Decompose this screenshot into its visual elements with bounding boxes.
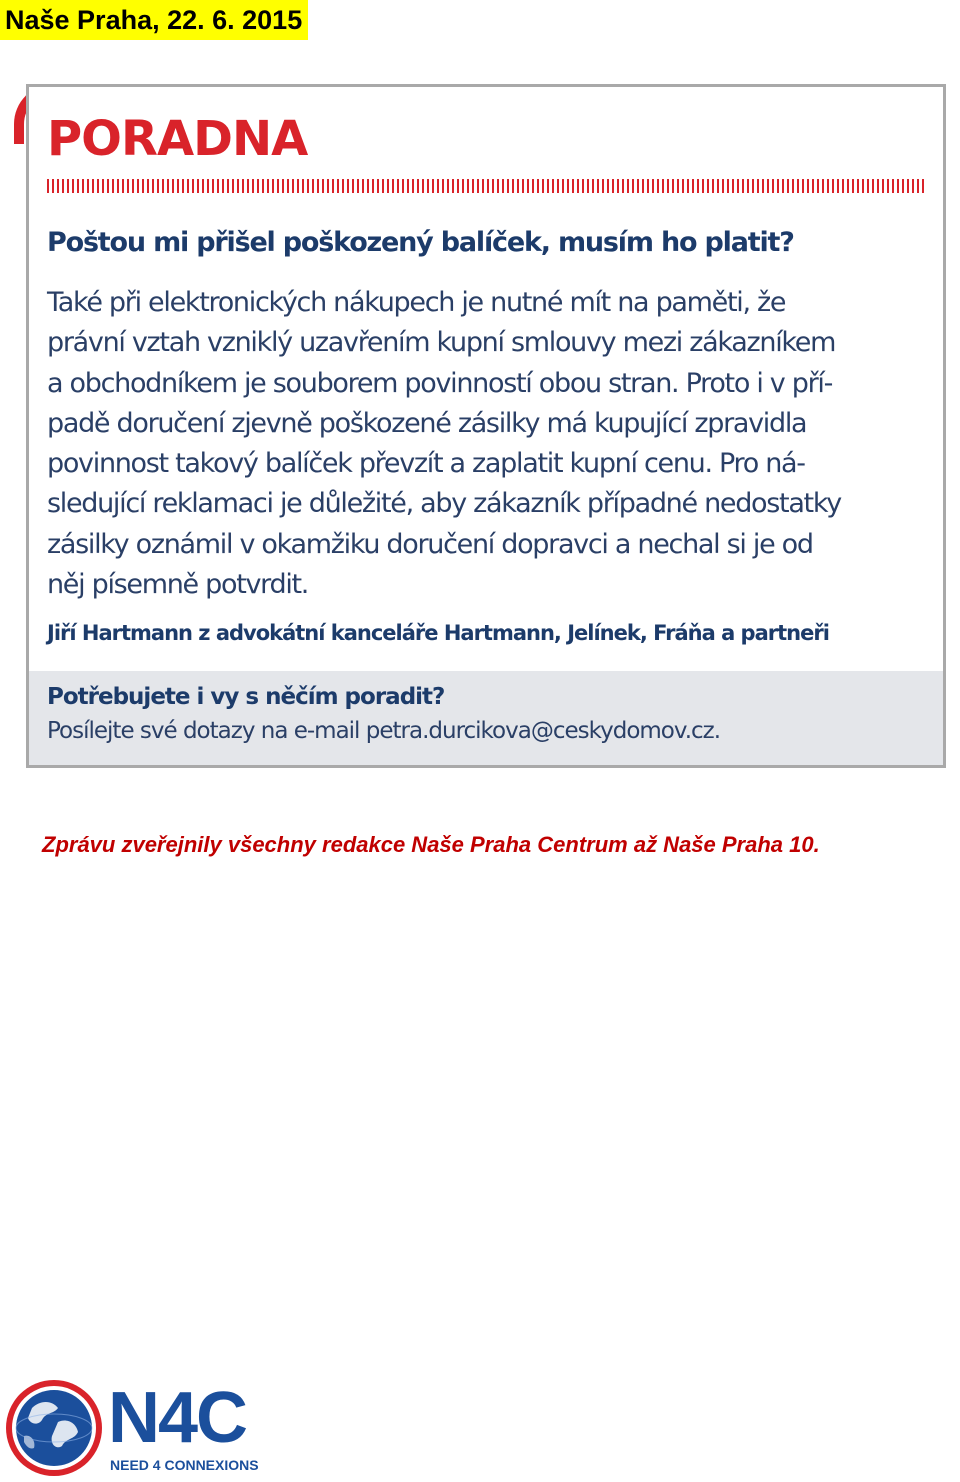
answer-line: a obchodníkem je souborem povinností obou stran. Proto i v pří- <box>47 367 833 399</box>
answer-line: zásilky oznámil v okamžiku doručení dopravci a nechal si je od <box>47 528 813 560</box>
clipping-box <box>26 84 946 768</box>
logo-tagline: NEED 4 CONNEXIONS <box>110 1457 259 1473</box>
answer-line: sledující reklamaci je důležité, aby zákazník případné nedostatky <box>47 488 841 520</box>
answer-text <box>47 283 937 605</box>
contact-question: Potřebujete i vy s něčím poradit? <box>47 684 445 710</box>
n4c-logo <box>4 1378 264 1478</box>
newspaper-clipping <box>22 78 946 768</box>
answer-line: právní vztah vzniklý uzavřením kupní smlouvy mezi zákazníkem <box>47 327 836 359</box>
author-credit: Jiří Hartmann z advokátní kanceláře Hartmann, Jelínek, Fráňa a partneři <box>47 621 829 645</box>
publication-date-label: Naše Praha, 22. 6. 2015 <box>0 0 308 40</box>
answer-line: povinnost takový balíček převzít a zaplatit kupní cenu. Pro ná- <box>47 448 805 480</box>
contact-band <box>29 671 943 765</box>
contact-text: Posílejte své dotazy na e-mail petra.durcikova@ceskydomov.cz. <box>47 718 721 744</box>
publication-note: Zprávu zveřejnily všechny redakce Naše Praha Centrum až Naše Praha 10. <box>42 832 820 857</box>
logo-wordmark: N4C <box>108 1378 247 1458</box>
question-heading: Poštou mi přišel poškozený balíček, musím ho platit? <box>47 227 794 258</box>
globe-icon <box>4 1378 104 1478</box>
answer-line: něj písemně potvrdit. <box>47 569 309 601</box>
section-title: PORADNA <box>47 111 308 167</box>
answer-line: padě doručení zjevně poškozené zásilky má kupující zpravidla <box>47 407 807 439</box>
answer-line: Také při elektronických nákupech je nutné mít na paměti, že <box>47 287 786 318</box>
dotted-rule <box>47 179 927 193</box>
